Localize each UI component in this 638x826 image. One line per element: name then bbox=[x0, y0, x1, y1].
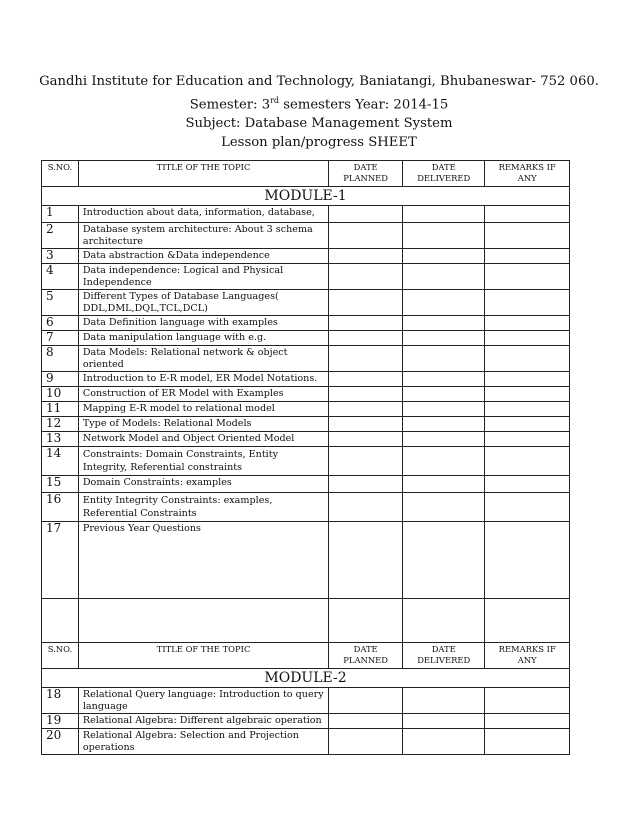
semester-line: Semester: 3rd semesters Year: 2014-15 bbox=[189, 96, 449, 113]
date-planned-cell bbox=[329, 522, 403, 599]
row-topic: Constraints: Domain Constraints, Entity Integrity, Referential constraints bbox=[78, 447, 328, 476]
row-topic: Previous Year Questions bbox=[78, 522, 328, 599]
remarks-cell bbox=[485, 522, 570, 599]
col-header-date-planned: DATE PLANNED bbox=[329, 161, 403, 187]
row-sno: 14 bbox=[42, 447, 79, 476]
sheet-title: Lesson plan/progress SHEET bbox=[221, 135, 417, 151]
row-topic: Relational Algebra: Different algebraic operation bbox=[78, 714, 328, 729]
subject-line: Subject: Database Management System bbox=[185, 116, 453, 132]
remarks-cell bbox=[485, 714, 570, 729]
col-header-date-planned: DATE PLANNED bbox=[329, 643, 403, 669]
table-row bbox=[42, 493, 570, 522]
remarks-cell bbox=[485, 290, 570, 316]
row-topic: Data abstraction &Data independence bbox=[78, 249, 328, 264]
date-planned-cell bbox=[329, 206, 403, 223]
row-sno: 2 bbox=[42, 223, 79, 249]
remarks-cell bbox=[485, 476, 570, 493]
row-sno: 7 bbox=[42, 331, 79, 346]
column-header-row bbox=[42, 643, 570, 669]
date-planned-cell bbox=[329, 402, 403, 417]
date-planned-cell bbox=[329, 316, 403, 331]
remarks-cell bbox=[485, 372, 570, 387]
remarks-cell bbox=[485, 206, 570, 223]
remarks-cell bbox=[485, 331, 570, 346]
row-sno: 8 bbox=[42, 346, 79, 372]
table-row bbox=[42, 372, 570, 387]
date-delivered-cell bbox=[403, 331, 485, 346]
row-topic: Different Types of Database Languages( DDL,DML,DQL,TCL,DCL) bbox=[78, 290, 328, 316]
date-planned-cell bbox=[329, 688, 403, 714]
date-planned-cell bbox=[329, 493, 403, 522]
empty-row bbox=[42, 599, 570, 643]
col-header-topic: TITLE OF THE TOPIC bbox=[78, 161, 328, 187]
row-topic: Data Models: Relational network & object oriented bbox=[78, 346, 328, 372]
row-topic: Introduction to E-R model, ER Model Notations. bbox=[78, 372, 328, 387]
remarks-cell bbox=[485, 223, 570, 249]
table-row bbox=[42, 688, 570, 714]
row-sno: 9 bbox=[42, 372, 79, 387]
institute-name: Gandhi Institute for Education and Technology, Baniatangi, Bhubaneswar- 752 060. bbox=[39, 74, 599, 89]
row-sno: 13 bbox=[42, 432, 79, 447]
date-delivered-cell bbox=[403, 447, 485, 476]
table-row bbox=[42, 402, 570, 417]
row-sno: 6 bbox=[42, 316, 79, 331]
date-delivered-cell bbox=[403, 290, 485, 316]
date-planned-cell bbox=[329, 447, 403, 476]
col-header-sno: S.NO. bbox=[42, 161, 79, 187]
row-sno: 15 bbox=[42, 476, 79, 493]
lesson-plan-table bbox=[41, 160, 570, 755]
remarks-cell bbox=[485, 493, 570, 522]
row-topic: Construction of ER Model with Examples bbox=[78, 387, 328, 402]
date-delivered-cell bbox=[403, 714, 485, 729]
table-row bbox=[42, 729, 570, 755]
row-sno: 18 bbox=[42, 688, 79, 714]
remarks-cell bbox=[485, 688, 570, 714]
date-delivered-cell bbox=[403, 688, 485, 714]
document-header bbox=[0, 72, 638, 152]
row-sno: 20 bbox=[42, 729, 79, 755]
table-row bbox=[42, 249, 570, 264]
date-delivered-cell bbox=[403, 372, 485, 387]
table-row bbox=[42, 206, 570, 223]
col-header-remarks: REMARKS IF ANY bbox=[485, 643, 570, 669]
row-topic: Network Model and Object Oriented Model bbox=[78, 432, 328, 447]
table-row bbox=[42, 714, 570, 729]
remarks-cell bbox=[485, 447, 570, 476]
date-planned-cell bbox=[329, 729, 403, 755]
date-planned-cell bbox=[329, 249, 403, 264]
remarks-cell bbox=[485, 729, 570, 755]
date-delivered-cell bbox=[403, 432, 485, 447]
row-topic: Domain Constraints: examples bbox=[78, 476, 328, 493]
column-header-row bbox=[42, 161, 570, 187]
date-delivered-cell bbox=[403, 206, 485, 223]
remarks-cell bbox=[485, 249, 570, 264]
row-sno: 4 bbox=[42, 264, 79, 290]
date-delivered-cell bbox=[403, 346, 485, 372]
row-topic: Database system architecture: About 3 schema architecture bbox=[78, 223, 328, 249]
row-sno: 3 bbox=[42, 249, 79, 264]
date-planned-cell bbox=[329, 264, 403, 290]
remarks-cell bbox=[485, 316, 570, 331]
table-row bbox=[42, 264, 570, 290]
table-row bbox=[42, 447, 570, 476]
remarks-cell bbox=[485, 432, 570, 447]
remarks-cell bbox=[485, 346, 570, 372]
date-planned-cell bbox=[329, 714, 403, 729]
date-delivered-cell bbox=[403, 402, 485, 417]
date-planned-cell bbox=[329, 331, 403, 346]
col-header-sno: S.NO. bbox=[42, 643, 79, 669]
date-delivered-cell bbox=[403, 417, 485, 432]
table-row bbox=[42, 346, 570, 372]
row-topic: Data independence: Logical and Physical Independence bbox=[78, 264, 328, 290]
table-row bbox=[42, 331, 570, 346]
remarks-cell bbox=[485, 264, 570, 290]
table-row bbox=[42, 476, 570, 493]
date-delivered-cell bbox=[403, 476, 485, 493]
date-planned-cell bbox=[329, 372, 403, 387]
row-topic: Relational Query language: Introduction to query language bbox=[78, 688, 328, 714]
table-row bbox=[42, 316, 570, 331]
module-heading: MODULE-1 bbox=[42, 187, 570, 206]
row-sno: 16 bbox=[42, 493, 79, 522]
row-topic: Relational Algebra: Selection and Projection operations bbox=[78, 729, 328, 755]
row-sno: 19 bbox=[42, 714, 79, 729]
row-sno: 11 bbox=[42, 402, 79, 417]
row-sno: 10 bbox=[42, 387, 79, 402]
table-row bbox=[42, 417, 570, 432]
col-header-remarks: REMARKS IF ANY bbox=[485, 161, 570, 187]
date-planned-cell bbox=[329, 432, 403, 447]
col-header-date-delivered: DATE DELIVERED bbox=[403, 161, 485, 187]
remarks-cell bbox=[485, 402, 570, 417]
row-topic: Introduction about data, information, database, bbox=[78, 206, 328, 223]
col-header-topic: TITLE OF THE TOPIC bbox=[78, 643, 328, 669]
remarks-cell bbox=[485, 417, 570, 432]
row-topic: Type of Models: Relational Models bbox=[78, 417, 328, 432]
remarks-cell bbox=[485, 387, 570, 402]
row-topic: Entity Integrity Constraints: examples, Referential Constraints bbox=[78, 493, 328, 522]
row-sno: 1 bbox=[42, 206, 79, 223]
date-delivered-cell bbox=[403, 223, 485, 249]
table-row bbox=[42, 290, 570, 316]
date-delivered-cell bbox=[403, 493, 485, 522]
date-planned-cell bbox=[329, 290, 403, 316]
row-sno: 17 bbox=[42, 522, 79, 599]
col-header-date-delivered: DATE DELIVERED bbox=[403, 643, 485, 669]
date-delivered-cell bbox=[403, 249, 485, 264]
date-delivered-cell bbox=[403, 264, 485, 290]
row-topic: Data manipulation language with e.g. bbox=[78, 331, 328, 346]
date-delivered-cell bbox=[403, 729, 485, 755]
table-row bbox=[42, 432, 570, 447]
date-planned-cell bbox=[329, 417, 403, 432]
row-sno: 12 bbox=[42, 417, 79, 432]
table-row bbox=[42, 522, 570, 599]
date-planned-cell bbox=[329, 223, 403, 249]
table-row bbox=[42, 387, 570, 402]
table-row bbox=[42, 223, 570, 249]
row-topic: Mapping E-R model to relational model bbox=[78, 402, 328, 417]
date-planned-cell bbox=[329, 387, 403, 402]
row-topic: Data Definition language with examples bbox=[78, 316, 328, 331]
row-sno: 5 bbox=[42, 290, 79, 316]
date-planned-cell bbox=[329, 476, 403, 493]
date-planned-cell bbox=[329, 346, 403, 372]
date-delivered-cell bbox=[403, 522, 485, 599]
date-delivered-cell bbox=[403, 387, 485, 402]
date-delivered-cell bbox=[403, 316, 485, 331]
module-heading: MODULE-2 bbox=[42, 669, 570, 688]
